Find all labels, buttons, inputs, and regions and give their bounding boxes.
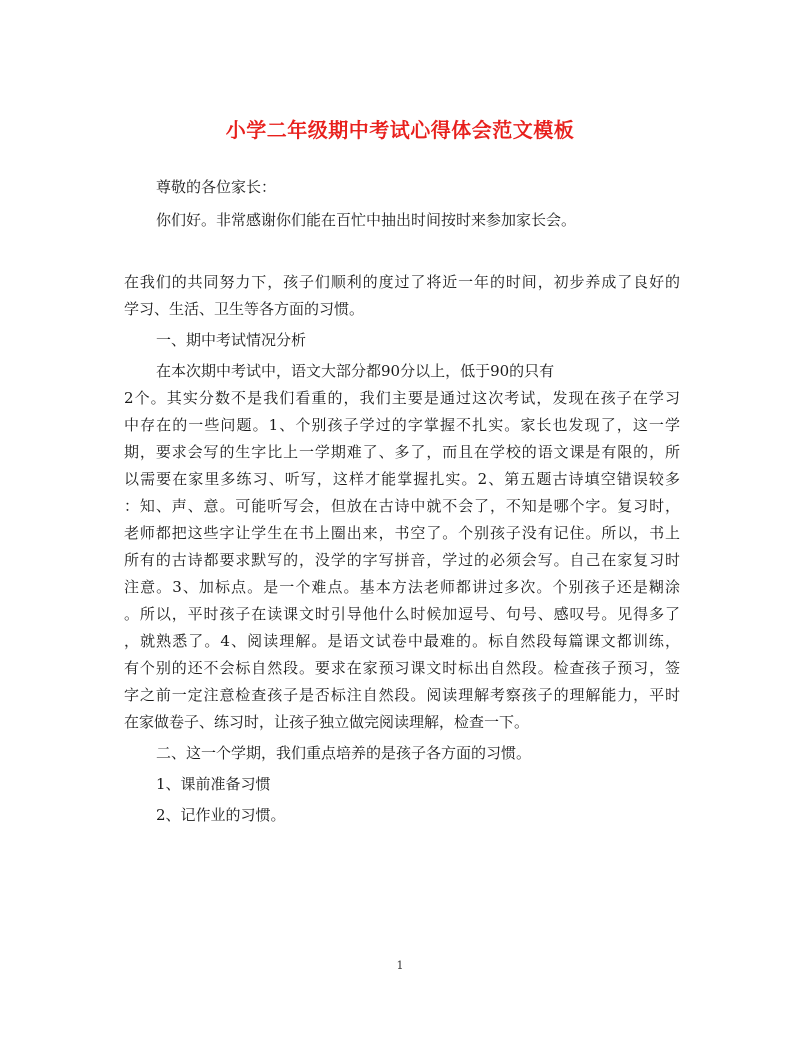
- paragraph-2-line: 2个。其实分数不是我们看重的，我们主要是通过这次考试，发现在孩子在学习: [124, 389, 680, 407]
- document-body: [124, 174, 680, 829]
- paragraph-2-line: ，就熟悉了。4、阅读理解。是语文试卷中最难的。标自然段每篇课文都训练，: [124, 632, 680, 650]
- section-2-heading: 二、这一个学期，我们重点培养的是孩子各方面的习惯。: [156, 744, 532, 762]
- paragraph-1-line: 学习、生活、卫生等各方面的习惯。: [124, 300, 365, 318]
- section-1-heading: 一、期中考试情况分析: [156, 331, 307, 349]
- list-item-1: 1、课前准备习惯: [156, 775, 271, 793]
- page-number: 1: [396, 959, 404, 972]
- paragraph-2-line: 以需要在家里多练习、听写，这样才能掌握扎实。2、第五题古诗填空错误较多: [124, 470, 680, 488]
- paragraph-2-line: 注意。3、加标点。是一个难点。基本方法老师都讲过多次。个别孩子还是糊涂: [124, 578, 680, 596]
- paragraph-2-line: 老师都把这些字让学生在书上圈出来，书空了。个别孩子没有记住。所以，书上: [124, 524, 680, 542]
- paragraph-2-line: 。所以，平时孩子在读课文时引导他什么时候加逗号、句号、感叹号。见得多了: [124, 605, 680, 623]
- paragraph-2-line: 有个别的还不会标自然段。要求在家预习课文时标出自然段。检查孩子预习，签: [124, 659, 680, 677]
- paragraph-2-line: 在本次期中考试中，语文大部分都90分以上，低于90的只有: [156, 362, 555, 380]
- paragraph-2-line: 期，要求会写的生字比上一学期难了、多了，而且在学校的语文课是有限的，所: [124, 443, 680, 461]
- list-item-2: 2、记作业的习惯。: [156, 806, 286, 824]
- greeting: 尊敬的各位家长：: [156, 178, 277, 196]
- paragraph-1-line: 在我们的共同努力下，孩子们顺利的度过了将近一年的时间，初步养成了良好的: [124, 273, 680, 291]
- paragraph-2-line: 在家做卷子、练习时，让孩子独立做完阅读理解，检查一下。: [124, 713, 530, 731]
- paragraph-2-line: 所有的古诗都要求默写的，没学的字写拼音，学过的必须会写。自己在家复习时: [124, 551, 680, 569]
- paragraph-2-line: 中存在的一些问题。1、个别孩子学过的字掌握不扎实。家长也发现了，这一学: [124, 416, 680, 434]
- opening-line: 你们好。非常感谢你们能在百忙中抽出时间按时来参加家长会。: [156, 211, 577, 229]
- paragraph-2-line: 字之前一定注意检查孩子是否标注自然段。阅读理解考察孩子的理解能力，平时: [124, 686, 680, 704]
- document-title: 小学二年级期中考试心得体会范文模板: [225, 118, 575, 142]
- paragraph-2-line: ：知、声、意。可能听写会，但放在古诗中就不会了，不知是哪个字。复习时，: [124, 497, 680, 515]
